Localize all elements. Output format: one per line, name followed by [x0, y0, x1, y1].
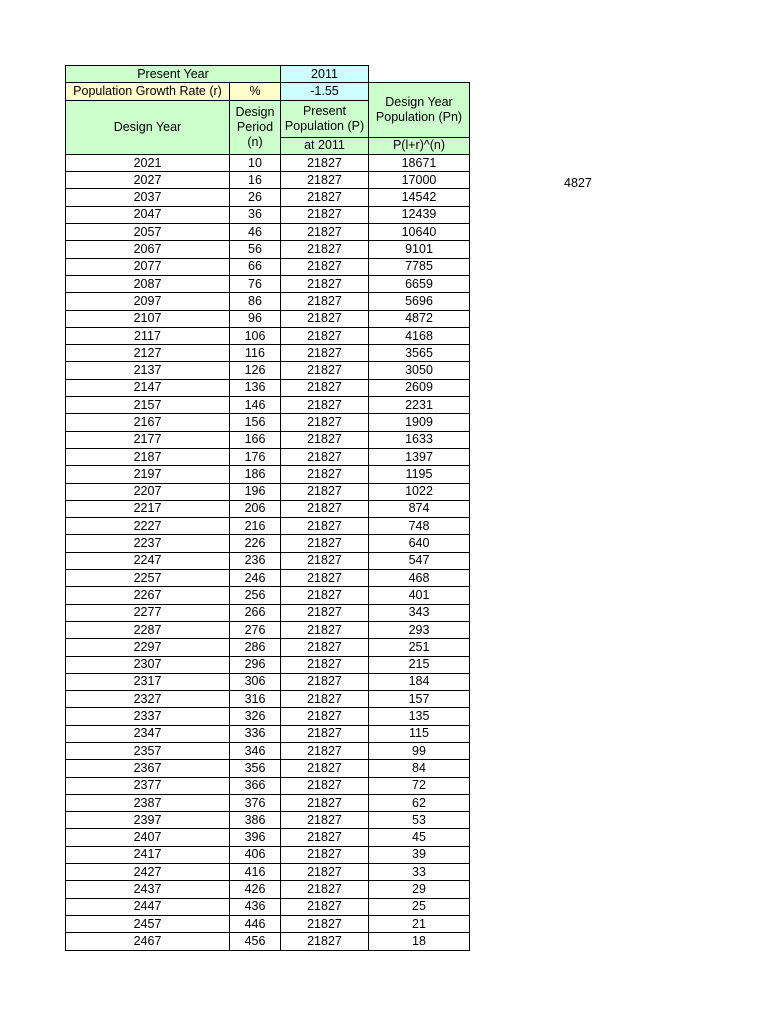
design-year-cell[interactable]: 2447: [66, 898, 230, 915]
table-row: [66, 275, 470, 292]
design-year-cell[interactable]: 2157: [66, 397, 230, 414]
design-year-cell[interactable]: 2027: [66, 172, 230, 189]
design-year-cell[interactable]: 2297: [66, 639, 230, 656]
design-period-cell[interactable]: 216: [230, 518, 281, 535]
table-row: [66, 206, 470, 223]
empty-cell: [369, 66, 470, 83]
table-row: [66, 760, 470, 777]
present-population-cell[interactable]: 21827: [281, 535, 369, 552]
present-population-cell[interactable]: 21827: [281, 691, 369, 708]
design-period-cell[interactable]: 326: [230, 708, 281, 725]
table-row: [66, 777, 470, 794]
table-row: [66, 794, 470, 811]
table-row: [66, 362, 470, 379]
present-population-cell[interactable]: 21827: [281, 829, 369, 846]
present-population-cell[interactable]: 21827: [281, 154, 369, 171]
design-population-cell[interactable]: 4872: [369, 310, 470, 327]
present-population-cell[interactable]: 21827: [281, 725, 369, 742]
table-row: [66, 483, 470, 500]
design-population-cell[interactable]: 343: [369, 604, 470, 621]
design-population-cell[interactable]: 5696: [369, 293, 470, 310]
design-year-cell[interactable]: 2147: [66, 379, 230, 396]
design-period-cell[interactable]: 236: [230, 552, 281, 569]
design-period-cell[interactable]: 16: [230, 172, 281, 189]
present-population-cell[interactable]: 21827: [281, 258, 369, 275]
table-row: [66, 500, 470, 517]
design-period-cell[interactable]: 316: [230, 691, 281, 708]
design-period-cell[interactable]: 196: [230, 483, 281, 500]
design-year-cell[interactable]: 2177: [66, 431, 230, 448]
design-population-line1: Design Year: [385, 94, 453, 109]
design-year-cell[interactable]: 2107: [66, 310, 230, 327]
design-year-cell[interactable]: 2197: [66, 466, 230, 483]
design-year-cell[interactable]: 2427: [66, 864, 230, 881]
table-row: [66, 812, 470, 829]
present-population-cell[interactable]: 21827: [281, 500, 369, 517]
table-row: [66, 448, 470, 465]
design-period-cell[interactable]: 10: [230, 154, 281, 171]
table-row: [66, 933, 470, 950]
design-year-cell[interactable]: 2077: [66, 258, 230, 275]
table-row: [66, 829, 470, 846]
design-period-cell[interactable]: 226: [230, 535, 281, 552]
design-period-cell[interactable]: 76: [230, 275, 281, 292]
present-population-cell[interactable]: 21827: [281, 604, 369, 621]
design-year-cell[interactable]: 2277: [66, 604, 230, 621]
design-population-cell[interactable]: 157: [369, 691, 470, 708]
design-period-cell[interactable]: 266: [230, 604, 281, 621]
design-year-cell[interactable]: 2137: [66, 362, 230, 379]
design-population-cell[interactable]: 10640: [369, 224, 470, 241]
design-population-cell[interactable]: 184: [369, 673, 470, 690]
design-population-cell[interactable]: 18: [369, 933, 470, 950]
design-period-cell[interactable]: 426: [230, 881, 281, 898]
table-row: [66, 345, 470, 362]
design-population-cell[interactable]: 1397: [369, 448, 470, 465]
growth-rate-label[interactable]: Population Growth Rate (r): [66, 83, 230, 100]
design-population-cell[interactable]: 251: [369, 639, 470, 656]
design-year-cell[interactable]: 2257: [66, 570, 230, 587]
design-period-cell[interactable]: 126: [230, 362, 281, 379]
design-period-cell[interactable]: 456: [230, 933, 281, 950]
design-population-cell[interactable]: 25: [369, 898, 470, 915]
design-year-cell[interactable]: 2467: [66, 933, 230, 950]
design-population-cell[interactable]: 29: [369, 881, 470, 898]
design-year-cell[interactable]: 2247: [66, 552, 230, 569]
present-population-cell[interactable]: 21827: [281, 587, 369, 604]
design-year-cell[interactable]: 2457: [66, 915, 230, 932]
design-period-cell[interactable]: 336: [230, 725, 281, 742]
design-period-cell[interactable]: 306: [230, 673, 281, 690]
design-period-cell[interactable]: 346: [230, 742, 281, 759]
present-population-cell[interactable]: 21827: [281, 327, 369, 344]
design-year-cell[interactable]: 2397: [66, 812, 230, 829]
present-population-cell[interactable]: 21827: [281, 224, 369, 241]
population-table: [65, 65, 470, 951]
table-row: [66, 673, 470, 690]
design-population-cell[interactable]: 39: [369, 846, 470, 863]
design-population-cell[interactable]: 3050: [369, 362, 470, 379]
design-period-cell[interactable]: 396: [230, 829, 281, 846]
design-population-cell[interactable]: 293: [369, 621, 470, 638]
design-period-cell[interactable]: 86: [230, 293, 281, 310]
design-period-cell[interactable]: 286: [230, 639, 281, 656]
present-population-cell[interactable]: 21827: [281, 552, 369, 569]
design-period-cell[interactable]: 106: [230, 327, 281, 344]
table-row: [66, 414, 470, 431]
design-population-cell[interactable]: 21: [369, 915, 470, 932]
present-year-row: [66, 66, 470, 83]
present-population-cell[interactable]: 21827: [281, 189, 369, 206]
present-population-cell[interactable]: 21827: [281, 760, 369, 777]
stray-cell-value[interactable]: 4827: [564, 176, 592, 190]
table-row: [66, 379, 470, 396]
design-year-cell[interactable]: 2207: [66, 483, 230, 500]
design-period-cell[interactable]: 246: [230, 570, 281, 587]
present-population-cell[interactable]: 21827: [281, 431, 369, 448]
design-population-cell[interactable]: 45: [369, 829, 470, 846]
table-row: [66, 846, 470, 863]
design-population-cell[interactable]: 874: [369, 500, 470, 517]
design-population-cell[interactable]: 215: [369, 656, 470, 673]
present-population-cell[interactable]: 21827: [281, 898, 369, 915]
design-period-cell[interactable]: 276: [230, 621, 281, 638]
table-row: [66, 518, 470, 535]
design-population-cell[interactable]: 53: [369, 812, 470, 829]
design-period-cell[interactable]: 186: [230, 466, 281, 483]
present-year-label[interactable]: Present Year: [66, 66, 281, 83]
table-row: [66, 881, 470, 898]
present-population-cell[interactable]: 21827: [281, 812, 369, 829]
present-population-cell[interactable]: 21827: [281, 742, 369, 759]
design-period-cell[interactable]: 386: [230, 812, 281, 829]
design-population-subheader[interactable]: P(l+r)^(n): [369, 137, 470, 154]
design-year-cell[interactable]: 2047: [66, 206, 230, 223]
design-population-cell[interactable]: 3565: [369, 345, 470, 362]
design-period-line1: Design: [235, 104, 275, 119]
design-period-cell[interactable]: 46: [230, 224, 281, 241]
table-row: [66, 172, 470, 189]
design-year-cell[interactable]: 2357: [66, 742, 230, 759]
growth-rate-row: [66, 83, 470, 100]
design-period-cell[interactable]: 206: [230, 500, 281, 517]
present-population-cell[interactable]: 21827: [281, 362, 369, 379]
present-population-cell[interactable]: 21827: [281, 206, 369, 223]
design-year-cell[interactable]: 2267: [66, 587, 230, 604]
present-population-cell[interactable]: 21827: [281, 881, 369, 898]
design-year-cell[interactable]: 2167: [66, 414, 230, 431]
table-row: [66, 466, 470, 483]
design-period-cell[interactable]: 376: [230, 794, 281, 811]
design-period-cell[interactable]: 26: [230, 189, 281, 206]
present-population-cell[interactable]: 21827: [281, 275, 369, 292]
present-population-cell[interactable]: 21827: [281, 915, 369, 932]
present-population-cell[interactable]: 21827: [281, 777, 369, 794]
design-year-cell[interactable]: 2187: [66, 448, 230, 465]
present-population-cell[interactable]: 21827: [281, 241, 369, 258]
table-row: [66, 552, 470, 569]
design-year-cell[interactable]: 2117: [66, 327, 230, 344]
present-population-cell[interactable]: 21827: [281, 794, 369, 811]
design-population-cell[interactable]: 401: [369, 587, 470, 604]
design-population-cell[interactable]: 640: [369, 535, 470, 552]
design-period-cell[interactable]: 406: [230, 846, 281, 863]
design-population-cell[interactable]: 2609: [369, 379, 470, 396]
design-population-cell[interactable]: 2231: [369, 397, 470, 414]
design-population-cell[interactable]: 9101: [369, 241, 470, 258]
design-year-cell[interactable]: 2317: [66, 673, 230, 690]
design-population-cell[interactable]: 33: [369, 864, 470, 881]
table-row: [66, 725, 470, 742]
design-period-cell[interactable]: 96: [230, 310, 281, 327]
present-population-cell[interactable]: 21827: [281, 621, 369, 638]
present-population-cell[interactable]: 21827: [281, 310, 369, 327]
present-population-cell[interactable]: 21827: [281, 864, 369, 881]
design-population-header[interactable]: [369, 83, 470, 137]
design-year-cell[interactable]: 2287: [66, 621, 230, 638]
design-year-cell[interactable]: 2237: [66, 535, 230, 552]
design-year-cell[interactable]: 2417: [66, 846, 230, 863]
design-population-cell[interactable]: 84: [369, 760, 470, 777]
table-row: [66, 224, 470, 241]
table-row: [66, 864, 470, 881]
present-population-line2: Population (P): [284, 118, 365, 133]
design-period-line2: Period: [236, 119, 274, 134]
design-period-line3: (n): [247, 134, 263, 149]
design-period-cell[interactable]: 136: [230, 379, 281, 396]
present-population-cell[interactable]: 21827: [281, 673, 369, 690]
present-population-cell[interactable]: 21827: [281, 466, 369, 483]
design-year-cell[interactable]: 2347: [66, 725, 230, 742]
design-population-cell[interactable]: 547: [369, 552, 470, 569]
design-population-cell[interactable]: 1195: [369, 466, 470, 483]
design-period-cell[interactable]: 36: [230, 206, 281, 223]
table-row: [66, 898, 470, 915]
design-population-cell[interactable]: 62: [369, 794, 470, 811]
design-period-cell[interactable]: 56: [230, 241, 281, 258]
table-row: [66, 604, 470, 621]
present-population-cell[interactable]: 21827: [281, 483, 369, 500]
present-population-cell[interactable]: 21827: [281, 379, 369, 396]
table-row: [66, 258, 470, 275]
design-period-header[interactable]: [230, 100, 281, 154]
present-population-cell[interactable]: 21827: [281, 708, 369, 725]
design-period-cell[interactable]: 296: [230, 656, 281, 673]
design-year-cell[interactable]: 2037: [66, 189, 230, 206]
design-year-cell[interactable]: 2097: [66, 293, 230, 310]
present-population-cell[interactable]: 21827: [281, 656, 369, 673]
design-population-line2: Population (Pn): [375, 109, 463, 124]
design-population-cell[interactable]: 12439: [369, 206, 470, 223]
design-year-cell[interactable]: 2227: [66, 518, 230, 535]
table-row: [66, 397, 470, 414]
design-population-cell[interactable]: 72: [369, 777, 470, 794]
present-population-cell[interactable]: 21827: [281, 846, 369, 863]
table-row: [66, 241, 470, 258]
design-population-cell[interactable]: 14542: [369, 189, 470, 206]
design-year-cell[interactable]: 2377: [66, 777, 230, 794]
table-row: [66, 535, 470, 552]
design-population-cell[interactable]: 99: [369, 742, 470, 759]
design-population-cell[interactable]: 17000: [369, 172, 470, 189]
design-period-cell[interactable]: 176: [230, 448, 281, 465]
design-period-cell[interactable]: 446: [230, 915, 281, 932]
present-population-cell[interactable]: 21827: [281, 414, 369, 431]
design-period-cell[interactable]: 356: [230, 760, 281, 777]
design-period-cell[interactable]: 256: [230, 587, 281, 604]
design-period-cell[interactable]: 156: [230, 414, 281, 431]
design-population-cell[interactable]: 18671: [369, 154, 470, 171]
table-row: [66, 431, 470, 448]
design-period-cell[interactable]: 436: [230, 898, 281, 915]
design-population-cell[interactable]: 135: [369, 708, 470, 725]
design-year-cell[interactable]: 2387: [66, 794, 230, 811]
present-population-line1: Present: [302, 103, 347, 118]
design-year-cell[interactable]: 2087: [66, 275, 230, 292]
present-population-header[interactable]: [281, 100, 369, 137]
design-population-cell[interactable]: 6659: [369, 275, 470, 292]
design-population-cell[interactable]: 748: [369, 518, 470, 535]
table-row: [66, 154, 470, 171]
design-population-cell[interactable]: 7785: [369, 258, 470, 275]
present-population-cell[interactable]: 21827: [281, 639, 369, 656]
present-population-cell[interactable]: 21827: [281, 293, 369, 310]
present-year-value[interactable]: 2011: [281, 66, 369, 83]
present-population-cell[interactable]: 21827: [281, 172, 369, 189]
design-period-cell[interactable]: 66: [230, 258, 281, 275]
design-year-cell[interactable]: 2217: [66, 500, 230, 517]
design-period-cell[interactable]: 366: [230, 777, 281, 794]
present-population-cell[interactable]: 21827: [281, 570, 369, 587]
design-population-cell[interactable]: 1022: [369, 483, 470, 500]
table-row: [66, 587, 470, 604]
design-period-cell[interactable]: 116: [230, 345, 281, 362]
table-row: [66, 621, 470, 638]
design-year-cell[interactable]: 2407: [66, 829, 230, 846]
table-row: [66, 708, 470, 725]
table-row: [66, 570, 470, 587]
design-year-cell[interactable]: 2367: [66, 760, 230, 777]
design-population-cell[interactable]: 115: [369, 725, 470, 742]
design-year-cell[interactable]: 2127: [66, 345, 230, 362]
design-year-cell[interactable]: 2337: [66, 708, 230, 725]
present-population-cell[interactable]: 21827: [281, 397, 369, 414]
design-year-cell[interactable]: 2307: [66, 656, 230, 673]
design-year-cell[interactable]: 2327: [66, 691, 230, 708]
design-year-cell[interactable]: 2057: [66, 224, 230, 241]
table-row: [66, 691, 470, 708]
design-year-cell[interactable]: 2067: [66, 241, 230, 258]
design-period-cell[interactable]: 166: [230, 431, 281, 448]
present-population-subheader[interactable]: at 2011: [281, 137, 369, 154]
growth-rate-value[interactable]: -1.55: [281, 83, 369, 100]
design-year-header[interactable]: Design Year: [66, 100, 230, 154]
table-row: [66, 310, 470, 327]
present-population-cell[interactable]: 21827: [281, 345, 369, 362]
design-period-cell[interactable]: 416: [230, 864, 281, 881]
table-row: [66, 915, 470, 932]
table-row: [66, 189, 470, 206]
design-population-cell[interactable]: 468: [369, 570, 470, 587]
table-row: [66, 656, 470, 673]
present-population-cell[interactable]: 21827: [281, 448, 369, 465]
table-row: [66, 639, 470, 656]
table-row: [66, 742, 470, 759]
design-year-cell[interactable]: 2021: [66, 154, 230, 171]
table-row: [66, 293, 470, 310]
design-period-cell[interactable]: 146: [230, 397, 281, 414]
present-population-cell[interactable]: 21827: [281, 518, 369, 535]
growth-rate-unit[interactable]: %: [230, 83, 281, 100]
present-population-cell[interactable]: 21827: [281, 933, 369, 950]
design-population-cell[interactable]: 1909: [369, 414, 470, 431]
table-row: [66, 327, 470, 344]
design-population-cell[interactable]: 1633: [369, 431, 470, 448]
design-population-cell[interactable]: 4168: [369, 327, 470, 344]
design-year-cell[interactable]: 2437: [66, 881, 230, 898]
